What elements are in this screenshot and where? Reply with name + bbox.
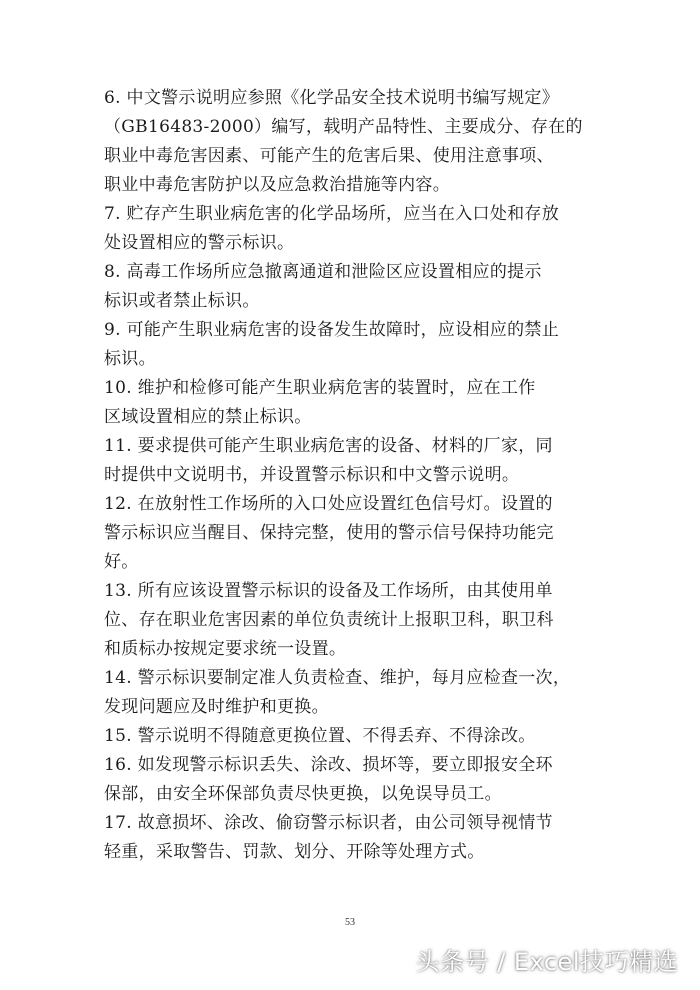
paragraph-item [104, 316, 604, 374]
paragraph-item [104, 664, 604, 722]
paragraph-line: 6. 中文警示说明应参照《化学品安全技术说明书编写规定》 [104, 88, 560, 108]
paragraph-line: 8. 高毒工作场所应急撤离通道和泄险区应设置相应的提示 [104, 262, 542, 282]
paragraph-line: 职业中毒危害因素、可能产生的危害后果、使用注意事项、 [104, 146, 554, 166]
paragraph-item [104, 432, 604, 490]
paragraph-line: 保部，由安全环保部负责尽快更换，以免误导员工。 [104, 784, 502, 804]
paragraph-item [104, 809, 604, 867]
paragraph-line: （GB16483-2000）编写，载明产品特性、主要成分、存在的 [104, 117, 583, 137]
paragraph-line: 17. 故意损坏、涂改、偷窃警示标识者，由公司领导视情节 [104, 813, 553, 833]
watermark: 头条号 / Excel技巧精选 [415, 948, 678, 976]
document-body [104, 84, 604, 867]
paragraph-line: 11. 要求提供可能产生职业病危害的设备、材料的厂家，同 [104, 436, 553, 456]
paragraph-line: 警示标识应当醒目、保持完整，使用的警示信号保持功能完 [104, 523, 554, 543]
paragraph-line: 发现问题应及时维护和更换。 [104, 697, 329, 717]
paragraph-line: 时提供中文说明书，并设置警示标识和中文警示说明。 [104, 465, 520, 485]
paragraph-line: 14. 警示标识要制定准人负责检查、维护，每月应检查一次， [104, 668, 571, 688]
paragraph-line: 处设置相应的警示标识。 [104, 233, 295, 253]
paragraph-line: 标识或者禁止标识。 [104, 291, 260, 311]
paragraph-item [104, 490, 604, 577]
paragraph-item [104, 722, 604, 751]
paragraph-line: 9. 可能产生职业病危害的设备发生故障时，应设相应的禁止 [104, 320, 560, 340]
paragraph-item [104, 577, 604, 664]
paragraph-item [104, 751, 604, 809]
paragraph-line: 7. 贮存产生职业病危害的化学品场所，应当在入口处和存放 [104, 204, 560, 224]
paragraph-line: 15. 警示说明不得随意更换位置、不得丢弃、不得涂改。 [104, 726, 536, 746]
paragraph-line: 好。 [104, 552, 139, 572]
paragraph-item [104, 84, 604, 200]
page-number: 53 [345, 917, 355, 928]
paragraph-line: 标识。 [104, 349, 156, 369]
paragraph-line: 10. 维护和检修可能产生职业病危害的装置时，应在工作 [104, 378, 536, 398]
paragraph-line: 13. 所有应该设置警示标识的设备及工作场所，由其使用单 [104, 581, 553, 601]
paragraph-line: 位、存在职业危害因素的单位负责统计上报职卫科，职卫科 [104, 610, 554, 630]
paragraph-line: 轻重，采取警告、罚款、划分、开除等处理方式。 [104, 842, 485, 862]
paragraph-line: 职业中毒危害防护以及应急救治措施等内容。 [104, 175, 450, 195]
paragraph-line: 12. 在放射性工作场所的入口处应设置红色信号灯。设置的 [104, 494, 553, 514]
paragraph-line: 和质标办按规定要求统一设置。 [104, 639, 347, 659]
paragraph-item [104, 200, 604, 258]
paragraph-line: 区域设置相应的禁止标识。 [104, 407, 312, 427]
paragraph-item [104, 374, 604, 432]
paragraph-line: 16. 如发现警示标识丢失、涂改、损坏等，要立即报安全环 [104, 755, 553, 775]
paragraph-item [104, 258, 604, 316]
